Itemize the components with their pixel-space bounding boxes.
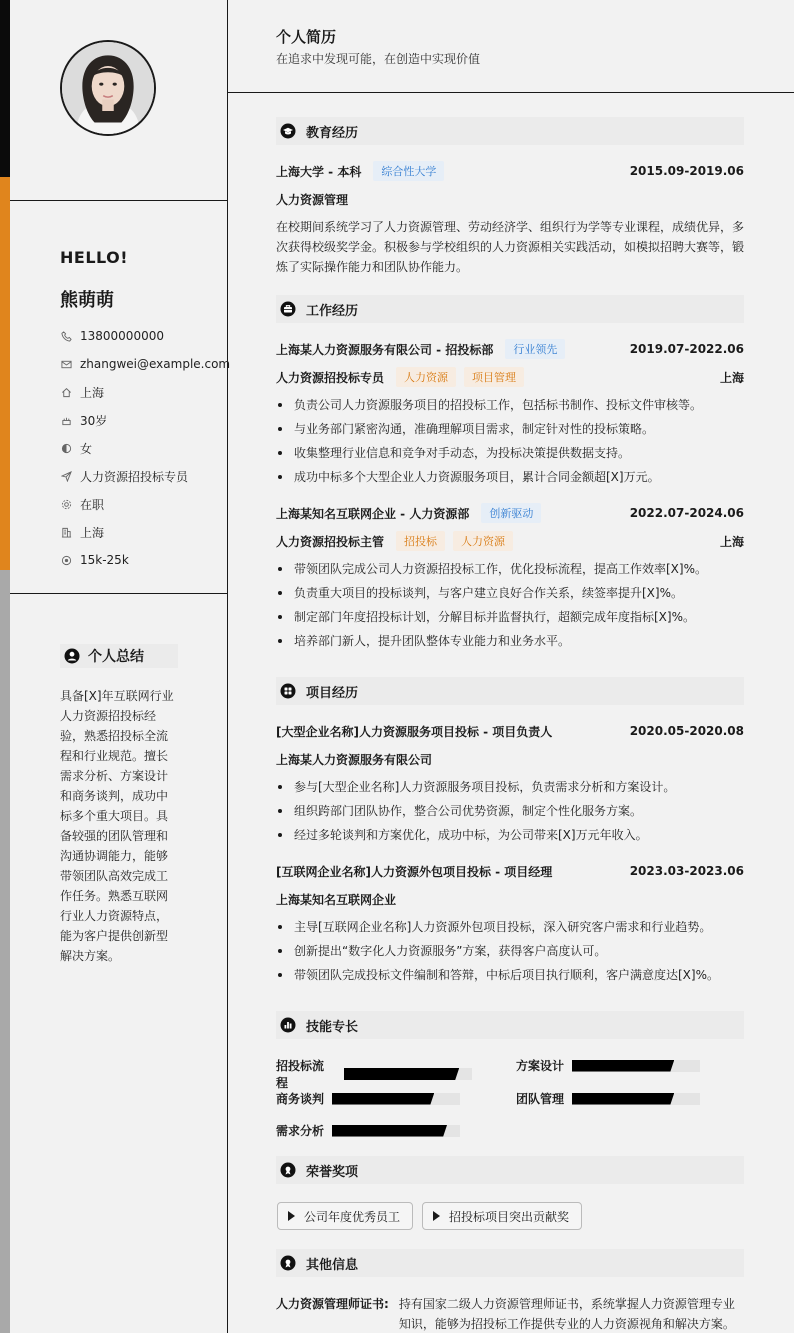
award-chip: [422, 1202, 582, 1230]
building-icon: [60, 526, 72, 538]
bar-chart-icon: [280, 1017, 296, 1033]
section-projects: [276, 677, 744, 705]
send-icon: [60, 470, 72, 482]
list-item: 带领团队完成投标文件编制和答辩，中标后项目执行顺利，客户满意度达[X]%。: [276, 963, 744, 987]
skill-item: [516, 1057, 700, 1074]
list-item: 收集整理行业信息和竞争对手动态，为投标决策提供数据支持。: [276, 441, 744, 465]
project-bullets: [276, 915, 744, 987]
skill-item: [276, 1122, 460, 1139]
info-text: 在职: [80, 497, 105, 512]
info-gender: [60, 434, 230, 462]
summary-title: 个人总结: [88, 649, 144, 665]
list-item: 带领团队完成公司人力资源招投标工作，优化投标流程，提高工作效率[X]%。: [276, 557, 744, 581]
grid-icon: [280, 683, 296, 699]
school-name: 上海大学 - 本科: [276, 164, 362, 179]
phone-icon: [60, 330, 72, 342]
skill-bar: [572, 1093, 700, 1105]
education-date: 2015.09-2019.06: [629, 164, 744, 178]
list-item: 培养部门新人，提升团队整体专业能力和业务水平。: [276, 629, 744, 653]
role-tag: 人力资源: [453, 531, 513, 551]
section-education: [276, 117, 744, 145]
stripe-orange: [0, 177, 10, 570]
sidebar-divider: [10, 200, 228, 201]
education-major: 人力资源管理: [276, 193, 349, 207]
role-tag: 招投标: [396, 531, 445, 551]
skill-item: [276, 1090, 460, 1107]
sidebar: [10, 0, 231, 1333]
work-bullets: [276, 393, 744, 489]
home-icon: [60, 386, 72, 398]
play-icon: [288, 1211, 295, 1221]
section-title: 工作经历: [306, 303, 359, 319]
section-title: 其他信息: [306, 1257, 359, 1273]
skill-name: 团队管理: [516, 1092, 565, 1106]
skill-fill: [332, 1125, 447, 1137]
list-item: 成功中标多个大型企业人力资源服务项目，累计合同金额超[X]万元。: [276, 465, 744, 489]
award-chip: [277, 1202, 413, 1230]
info-salary: [60, 546, 230, 574]
work-role-row: [276, 366, 744, 388]
salary-icon: [60, 554, 72, 566]
skill-fill: [572, 1060, 674, 1072]
list-item: 制定部门年度招投标计划，分解目标并监督执行，超额完成年度指标[X]%。: [276, 605, 744, 629]
list-item: 组织跨部门团队协作，整合公司优势资源，制定个性化服务方案。: [276, 799, 744, 823]
section-title: 教育经历: [306, 125, 359, 141]
graduation-cap-icon: [280, 123, 296, 139]
section-title: 技能专长: [306, 1019, 359, 1035]
info-position: [60, 462, 230, 490]
work-bullets: [276, 557, 744, 653]
summary-text: 具备[X]年互联网行业人力资源招投标经验，熟悉招投标全流程和行业规范。擅长需求分析、方案设计和商务谈判，成功中标多个重大项目。具备较强的团队管理和沟通协调能力，能够带领团队高效完成工作任务。熟悉互联网行业人力资源特点，能为客户提供创新型解决方案。: [60, 689, 174, 963]
company-name: 上海某人力资源服务有限公司 - 招投标部: [276, 342, 494, 357]
stripe-black: [0, 0, 10, 177]
education-description: 在校期间系统学习了人力资源管理、劳动经济学、组织行为学等专业课程，成绩优异，多次获得校级奖学金。积极参与学校组织的人力资源相关实践活动，如模拟招聘大赛等，锻炼了实际操作能力和团队协作能力。: [276, 220, 745, 274]
project-org: 上海某知名互联网企业: [276, 893, 397, 907]
section-title: 项目经历: [306, 685, 359, 701]
company-tag: 创新驱动: [481, 503, 541, 523]
company-name: 上海某知名互联网企业 - 人力资源部: [276, 506, 470, 521]
list-item: 与业务部门紧密沟通，准确理解项目需求，制定针对性的投标策略。: [276, 417, 744, 441]
skill-bar: [332, 1093, 460, 1105]
award-label: 公司年度优秀员工: [304, 1209, 401, 1224]
info-email: [60, 350, 230, 378]
info-text: 人力资源招投标专员: [80, 469, 189, 484]
list-item: 负责重大项目的投标谈判，与客户建立良好合作关系，续签率提升[X]%。: [276, 581, 744, 605]
project-row: [276, 720, 744, 742]
list-item: 主导[互联网企业名称]人力资源外包项目投标，深入研究客户需求和行业趋势。: [276, 915, 744, 939]
education-row: [276, 160, 744, 182]
info-status: [60, 490, 230, 518]
person-name: 熊萌萌: [60, 290, 114, 311]
job-role: 人力资源招投标专员: [276, 370, 385, 385]
page-subtitle: 在追求中发现可能，在创造中实现价值: [276, 52, 481, 66]
other-value: 持有国家二级人力资源管理师证书，系统掌握人力资源管理专业知识，能够为招投标工作提供专业的人力资源视角和解决方案。: [398, 1297, 735, 1331]
project-date: 2020.05-2020.08: [629, 724, 744, 738]
list-item: 经过多轮谈判和方案优化，成功中标，为公司带来[X]万元年收入。: [276, 823, 744, 847]
gender-icon: [60, 442, 72, 454]
project-row: [276, 860, 744, 882]
section-other: [276, 1249, 744, 1277]
company-tag: 行业领先: [505, 339, 565, 359]
skill-name: 方案设计: [516, 1059, 565, 1073]
other-info: [276, 1294, 744, 1333]
work-company-row: [276, 502, 744, 524]
skill-item: [276, 1057, 472, 1091]
skill-name: 商务谈判: [276, 1092, 325, 1106]
avatar: [60, 40, 156, 136]
work-company-row: [276, 338, 744, 360]
job-role: 人力资源招投标主管: [276, 534, 385, 549]
work-city: 上海: [719, 534, 744, 549]
hello-heading: HELLO!: [60, 248, 129, 267]
user-circle-icon: [64, 648, 80, 664]
award-icon: [280, 1255, 296, 1271]
play-icon: [433, 1211, 440, 1221]
role-tag: 项目管理: [464, 367, 524, 387]
skill-fill: [572, 1093, 674, 1105]
list-item: 参与[大型企业名称]人力资源服务项目投标，负责需求分析和方案设计。: [276, 775, 744, 799]
skill-bar: [572, 1060, 700, 1072]
work-city: 上海: [719, 370, 744, 385]
skill-bar: [344, 1068, 472, 1080]
age-icon: [60, 414, 72, 426]
info-text: 女: [80, 441, 93, 456]
work-date: 2022.07-2024.06: [629, 506, 744, 520]
skill-fill: [332, 1093, 434, 1105]
project-name: [互联网企业名称]人力资源外包项目投标 - 项目经理: [276, 864, 553, 879]
page-title: 个人简历: [276, 28, 337, 46]
project-date: 2023.03-2023.06: [629, 864, 744, 878]
list-item: 负责公司人力资源服务项目的招投标工作，包括标书制作、投标文件审核等。: [276, 393, 744, 417]
briefcase-icon: [280, 301, 296, 317]
contact-info: [60, 322, 230, 574]
project-bullets: [276, 775, 744, 847]
skill-fill: [344, 1068, 459, 1080]
project-name: [大型企业名称]人力资源服务项目投标 - 项目负责人: [276, 724, 553, 739]
info-city: [60, 518, 230, 546]
other-key: 人力资源管理师证书:: [276, 1297, 389, 1311]
skill-bar: [332, 1125, 460, 1137]
sidebar-divider: [10, 593, 228, 594]
award-label: 招投标项目突出贡献奖: [449, 1209, 570, 1224]
work-role-row: [276, 530, 744, 552]
section-work: [276, 295, 744, 323]
work-date: 2019.07-2022.06: [629, 342, 744, 356]
summary-heading: [60, 644, 178, 668]
status-icon: [60, 498, 72, 510]
section-skills: [276, 1011, 744, 1039]
section-awards: [276, 1156, 744, 1184]
info-phone: [60, 322, 230, 350]
portrait-icon: [62, 42, 154, 134]
info-text: 上海: [80, 525, 105, 540]
skill-name: 招投标流程: [276, 1059, 325, 1090]
info-text: 30岁: [80, 413, 108, 428]
info-age: [60, 406, 230, 434]
stripe-gray: [0, 570, 10, 1333]
info-text: 上海: [80, 385, 105, 400]
info-text: 13800000000: [80, 329, 164, 343]
project-org: 上海某人力资源服务有限公司: [276, 753, 433, 767]
section-title: 荣誉奖项: [306, 1164, 359, 1180]
award-icon: [280, 1162, 296, 1178]
info-text: zhangwei@example.com: [80, 357, 231, 371]
color-stripe: [0, 0, 10, 1333]
list-item: 创新提出“数字化人力资源服务”方案，获得客户高度认可。: [276, 939, 744, 963]
skill-item: [516, 1090, 700, 1107]
header-divider: [228, 92, 794, 93]
mail-icon: [60, 358, 72, 370]
info-text: 15k-25k: [80, 553, 129, 567]
school-tag: 综合性大学: [373, 161, 444, 181]
role-tag: 人力资源: [396, 367, 456, 387]
info-location: [60, 378, 230, 406]
skill-name: 需求分析: [276, 1124, 325, 1138]
